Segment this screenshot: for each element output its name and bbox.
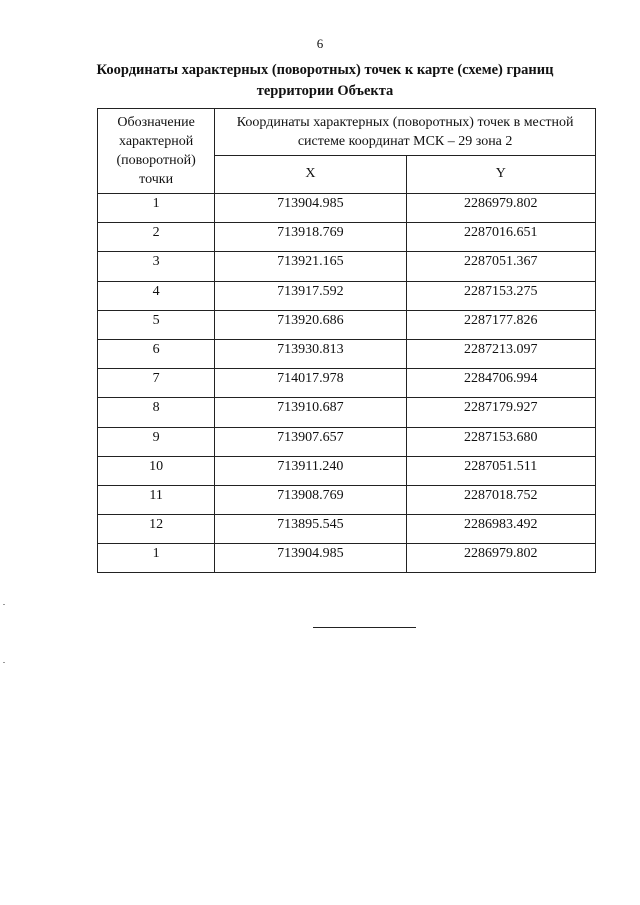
- cell-y: 2287016.651: [406, 223, 595, 252]
- margin-scan-mark: [3, 662, 5, 663]
- table-row: [98, 485, 596, 514]
- cell-point: 11: [98, 485, 215, 514]
- cell-point: 9: [98, 427, 215, 456]
- table-row: [98, 398, 596, 427]
- table-row: [98, 427, 596, 456]
- table-row: [98, 223, 596, 252]
- cell-x: 713917.592: [215, 281, 406, 310]
- cell-y: 2287179.927: [406, 398, 595, 427]
- header-coordinates: Координаты характерных (поворотных) точек в местной системе координат МСК – 29 зона 2: [215, 109, 596, 156]
- cell-y: 2287153.275: [406, 281, 595, 310]
- table-row: [98, 310, 596, 339]
- cell-x: 713904.985: [215, 544, 406, 573]
- table-row: [98, 456, 596, 485]
- header-y: Y: [406, 155, 595, 193]
- cell-point: 1: [98, 544, 215, 573]
- table-row: [98, 544, 596, 573]
- cell-y: 2286979.802: [406, 194, 595, 223]
- cell-x: 713904.985: [215, 194, 406, 223]
- cell-y: 2287051.367: [406, 252, 595, 281]
- table-body: [98, 194, 596, 573]
- table-row: [98, 281, 596, 310]
- cell-y: 2286983.492: [406, 515, 595, 544]
- coordinates-table: [97, 108, 596, 573]
- cell-y: 2284706.994: [406, 369, 595, 398]
- cell-x: 713910.687: [215, 398, 406, 427]
- cell-y: 2287051.511: [406, 456, 595, 485]
- cell-y: 2287153.680: [406, 427, 595, 456]
- table-row: [98, 252, 596, 281]
- cell-y: 2286979.802: [406, 544, 595, 573]
- cell-point: 12: [98, 515, 215, 544]
- cell-y: 2287177.826: [406, 310, 595, 339]
- table-row: [98, 194, 596, 223]
- margin-scan-mark: [3, 604, 5, 605]
- cell-point: 3: [98, 252, 215, 281]
- cell-y: 2287213.097: [406, 339, 595, 368]
- cell-y: 2287018.752: [406, 485, 595, 514]
- cell-point: 7: [98, 369, 215, 398]
- table-row: [98, 369, 596, 398]
- cell-point: 8: [98, 398, 215, 427]
- header-x: X: [215, 155, 406, 193]
- cell-point: 1: [98, 194, 215, 223]
- table-row: [98, 515, 596, 544]
- page-title: Координаты характерных (поворотных) точек к карте (схеме) границ территории Объекта: [96, 62, 554, 99]
- cell-x: 713918.769: [215, 223, 406, 252]
- cell-x: 714017.978: [215, 369, 406, 398]
- cell-point: 6: [98, 339, 215, 368]
- cell-x: 713895.545: [215, 515, 406, 544]
- page-number: 6: [316, 36, 324, 51]
- cell-x: 713920.686: [215, 310, 406, 339]
- cell-point: 2: [98, 223, 215, 252]
- cell-point: 5: [98, 310, 215, 339]
- cell-point: 10: [98, 456, 215, 485]
- cell-x: 713907.657: [215, 427, 406, 456]
- header-point-designation: Обозначение характерной (поворотной) точки: [98, 109, 215, 194]
- table-row: [98, 339, 596, 368]
- cell-point: 4: [98, 281, 215, 310]
- cell-x: 713908.769: [215, 485, 406, 514]
- cell-x: 713911.240: [215, 456, 406, 485]
- cell-x: 713930.813: [215, 339, 406, 368]
- footnote-separator-line: [313, 627, 416, 628]
- cell-x: 713921.165: [215, 252, 406, 281]
